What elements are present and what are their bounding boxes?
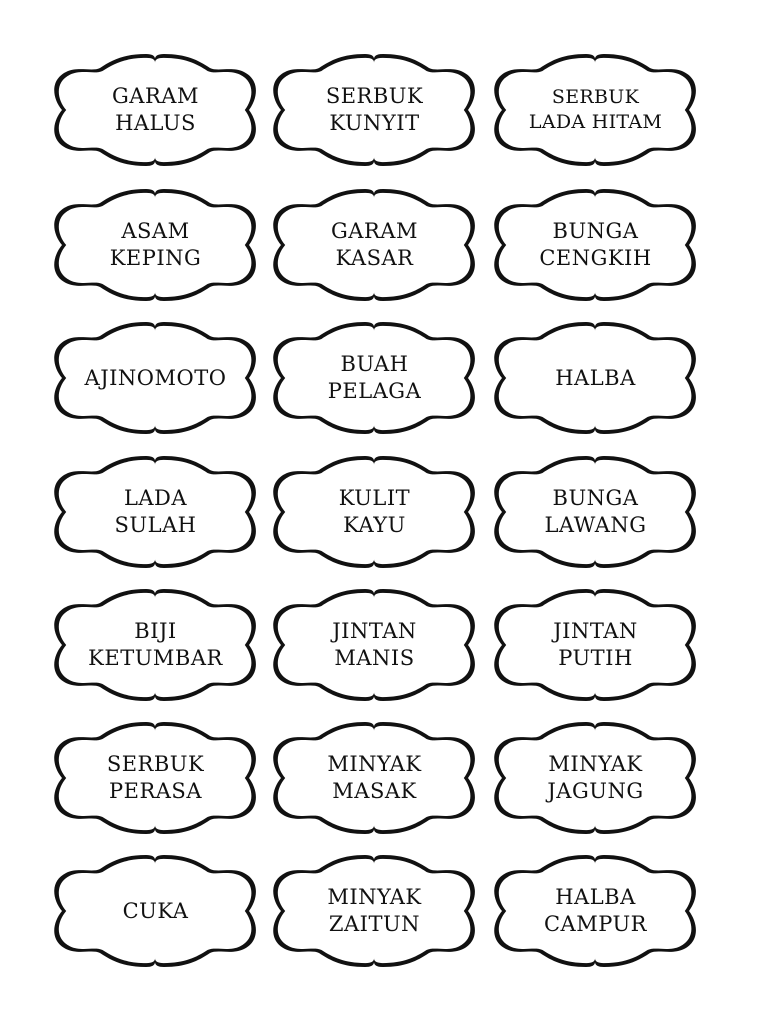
label-line: AJINOMOTO [84, 365, 227, 390]
label-line: PUTIH [558, 646, 633, 670]
label-text [508, 50, 683, 170]
spice-label [48, 318, 263, 438]
label-line: ZAITUN [328, 912, 421, 936]
spice-label [488, 851, 703, 971]
label-line: MINYAK [548, 752, 643, 776]
label-text [287, 718, 462, 838]
label-text [68, 585, 243, 705]
spice-label [488, 585, 703, 705]
label-line: SERBUK [106, 752, 205, 776]
spice-label [267, 185, 482, 305]
label-line: BUNGA [552, 219, 639, 243]
label-text [68, 851, 243, 971]
spice-label [488, 718, 703, 838]
label-text [287, 452, 462, 572]
label-line: BUAH [340, 352, 409, 376]
spice-label [488, 318, 703, 438]
spice-label [48, 718, 263, 838]
label-line: SERBUK [551, 86, 640, 108]
label-line: KUNYIT [329, 111, 420, 135]
label-text [508, 718, 683, 838]
spice-label [267, 318, 482, 438]
label-text [287, 50, 462, 170]
label-line: PELAGA [327, 379, 422, 403]
label-text [287, 585, 462, 705]
spice-label [48, 185, 263, 305]
label-line: JINTAN [553, 619, 638, 643]
label-line: PERASA [109, 779, 202, 803]
spice-label [48, 851, 263, 971]
label-line: HALBA [555, 365, 636, 390]
label-text [508, 318, 683, 438]
spice-label [488, 185, 703, 305]
label-text [508, 851, 683, 971]
label-line: MINYAK [327, 885, 422, 909]
label-text [287, 318, 462, 438]
label-line: KETUMBAR [88, 646, 223, 670]
label-text [287, 851, 462, 971]
label-line: KULIT [338, 486, 411, 510]
spice-label [488, 50, 703, 170]
label-text [68, 318, 243, 438]
label-line: BIJI [134, 619, 177, 643]
label-line: LADA [123, 486, 188, 510]
label-text [508, 452, 683, 572]
label-line: LAWANG [544, 513, 647, 537]
label-line: KAYU [343, 513, 406, 537]
label-line: MANIS [334, 646, 415, 670]
spice-label [488, 452, 703, 572]
label-text [68, 50, 243, 170]
label-line: MASAK [332, 779, 417, 803]
spice-label [267, 718, 482, 838]
label-text [508, 585, 683, 705]
label-text [287, 185, 462, 305]
spice-label [267, 50, 482, 170]
label-line: CAMPUR [543, 912, 647, 936]
label-line: JAGUNG [547, 779, 644, 803]
label-line: ASAM [121, 219, 190, 243]
label-text [68, 718, 243, 838]
label-line: CENGKIH [539, 246, 652, 270]
label-line: SERBUK [325, 84, 424, 108]
label-line: KEPING [109, 246, 202, 270]
spice-label [48, 50, 263, 170]
label-line: LADA HITAM [528, 111, 663, 133]
label-line: GARAM [331, 219, 418, 243]
label-line: JINTAN [332, 619, 417, 643]
label-line: GARAM [112, 84, 199, 108]
spice-label [267, 452, 482, 572]
spice-label [48, 452, 263, 572]
spice-label [48, 585, 263, 705]
label-text [68, 185, 243, 305]
label-line: HALBA [555, 885, 636, 909]
label-text [68, 452, 243, 572]
spice-label [267, 585, 482, 705]
label-line: BUNGA [552, 486, 639, 510]
label-line: SULAH [114, 513, 197, 537]
spice-label [267, 851, 482, 971]
label-line: CUKA [122, 898, 189, 923]
label-text [508, 185, 683, 305]
label-line: KASAR [335, 246, 414, 270]
label-line: HALUS [115, 111, 196, 135]
label-line: MINYAK [327, 752, 422, 776]
